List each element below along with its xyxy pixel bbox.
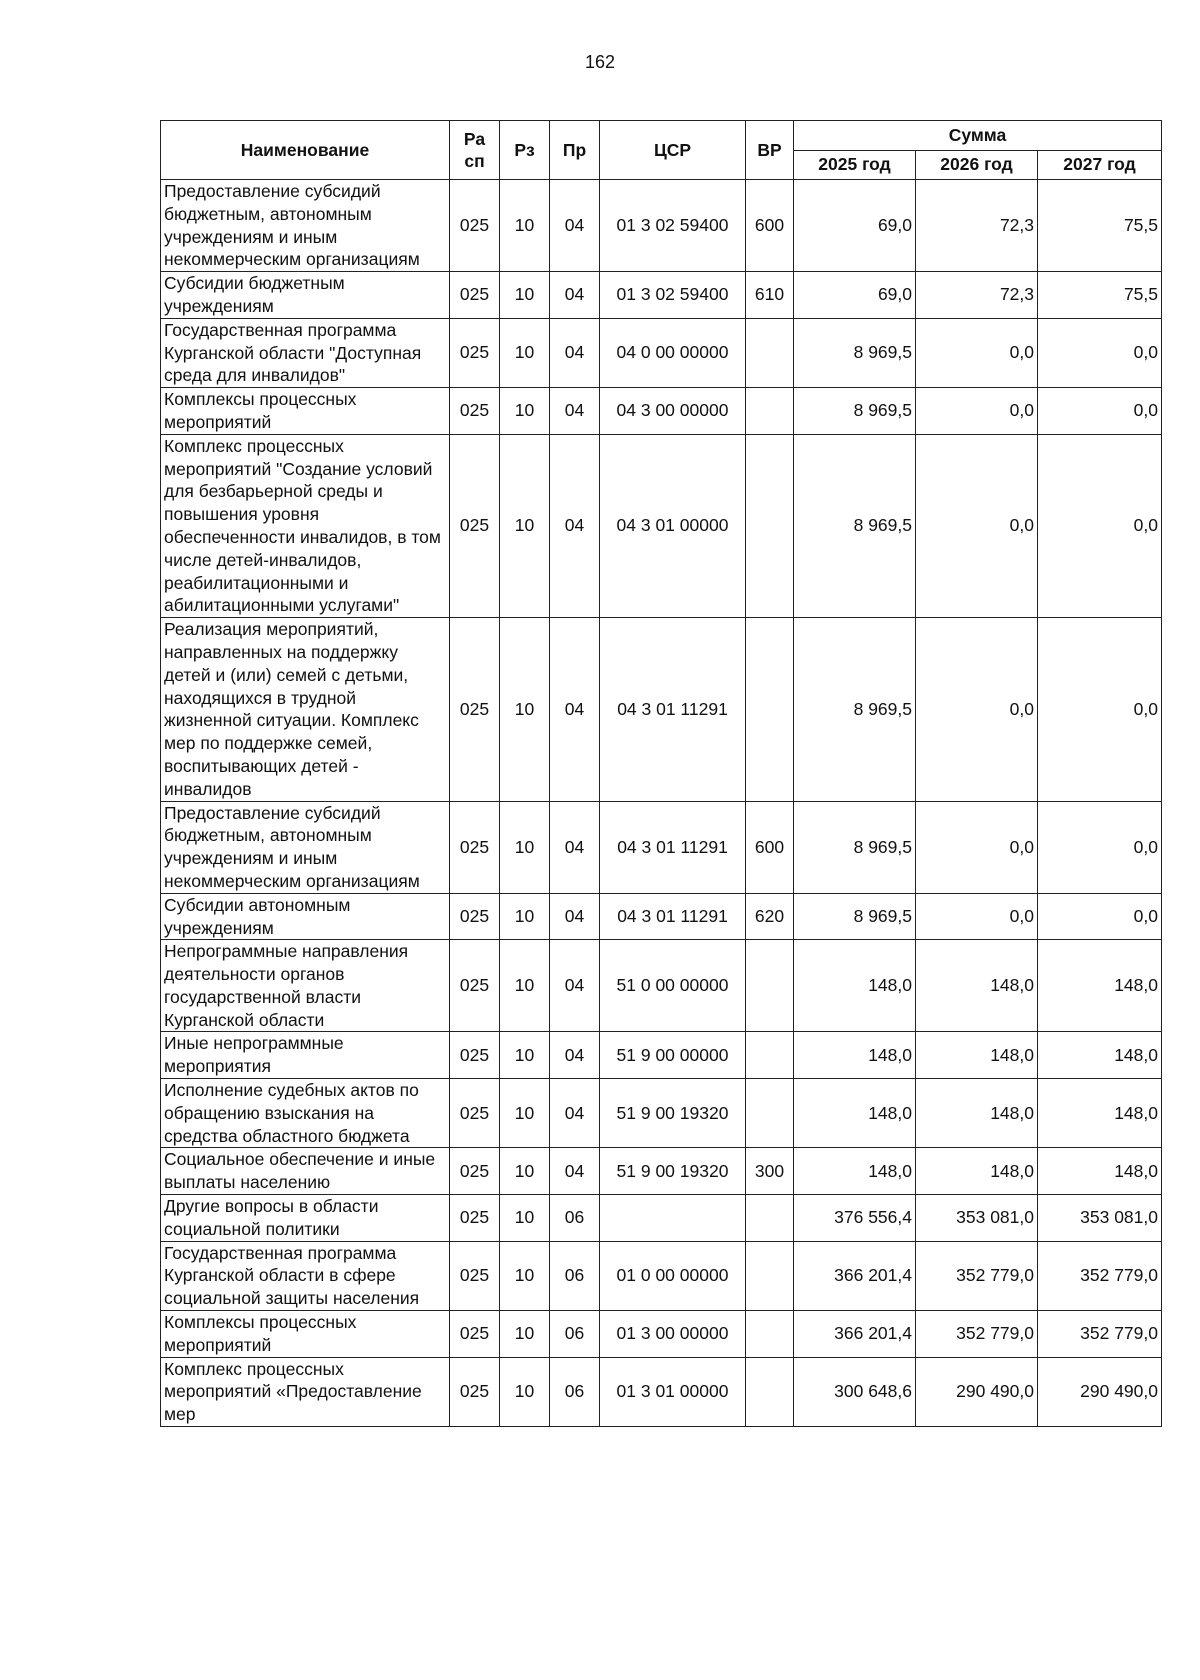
table-cell-rasp: 025 — [450, 1148, 500, 1195]
table-cell-pr: 06 — [550, 1195, 600, 1242]
table-cell-name: Исполнение судебных актов по обращению взыскания на средства областного бюджета — [161, 1079, 450, 1148]
table-cell-rasp: 025 — [450, 940, 500, 1032]
table-cell-csr: 51 9 00 19320 — [600, 1079, 746, 1148]
table-cell-2025: 148,0 — [794, 940, 916, 1032]
table-cell-csr: 01 0 00 00000 — [600, 1241, 746, 1310]
table-cell-pr: 04 — [550, 940, 600, 1032]
table-row — [161, 1032, 1162, 1079]
table-cell-2027: 0,0 — [1038, 318, 1162, 387]
table-cell-name: Иные непрограммные мероприятия — [161, 1032, 450, 1079]
table-cell-2027: 0,0 — [1038, 434, 1162, 617]
table-cell-csr: 01 3 00 00000 — [600, 1311, 746, 1358]
table-cell-name: Социальное обеспечение и иные выплаты населению — [161, 1148, 450, 1195]
table-cell-2025: 8 969,5 — [794, 388, 916, 435]
table-cell-rz: 10 — [500, 1241, 550, 1310]
table-cell-2026: 148,0 — [916, 940, 1038, 1032]
table-cell-2026: 353 081,0 — [916, 1195, 1038, 1242]
table-cell-2025: 8 969,5 — [794, 434, 916, 617]
table-cell-name: Предоставление субсидий бюджетным, автономным учреждениям и иным некоммерческим организациям — [161, 801, 450, 893]
table-row — [161, 1079, 1162, 1148]
table-cell-rasp: 025 — [450, 434, 500, 617]
table-cell-name: Субсидии бюджетным учреждениям — [161, 272, 450, 319]
table-row — [161, 1311, 1162, 1358]
table-cell-2027: 148,0 — [1038, 1148, 1162, 1195]
table-cell-2026: 0,0 — [916, 388, 1038, 435]
header-rasp: Ра сп — [450, 121, 500, 180]
table-row — [161, 180, 1162, 272]
table-cell-pr: 04 — [550, 893, 600, 940]
table-cell-rz: 10 — [500, 1357, 550, 1426]
table-cell-2025: 69,0 — [794, 180, 916, 272]
table-cell-vr: 600 — [746, 180, 794, 272]
table-cell-2027: 75,5 — [1038, 272, 1162, 319]
table-cell-2026: 72,3 — [916, 180, 1038, 272]
table-cell-2027: 0,0 — [1038, 388, 1162, 435]
table-cell-csr: 51 9 00 19320 — [600, 1148, 746, 1195]
table-cell-vr: 300 — [746, 1148, 794, 1195]
table-row — [161, 388, 1162, 435]
table-cell-vr: 600 — [746, 801, 794, 893]
table-cell-2027: 353 081,0 — [1038, 1195, 1162, 1242]
header-vr: ВР — [746, 121, 794, 180]
table-cell-2027: 75,5 — [1038, 180, 1162, 272]
table-cell-name: Реализация мероприятий, направленных на поддержку детей и (или) семей с детьми, находящихся в трудной жизненной ситуации. Комплекс мер по поддержке семей, воспитывающих детей - инвалидов — [161, 618, 450, 801]
table-cell-name: Непрограммные направления деятельности органов государственной власти Курганской области — [161, 940, 450, 1032]
table-cell-vr — [746, 1079, 794, 1148]
table-cell-name: Другие вопросы в области социальной политики — [161, 1195, 450, 1242]
header-rz: Рз — [500, 121, 550, 180]
table-row — [161, 318, 1162, 387]
table-cell-rasp: 025 — [450, 272, 500, 319]
table-cell-vr — [746, 1195, 794, 1242]
table-cell-2025: 69,0 — [794, 272, 916, 319]
table-cell-rz: 10 — [500, 618, 550, 801]
table-cell-2025: 366 201,4 — [794, 1241, 916, 1310]
table-cell-vr — [746, 318, 794, 387]
table-cell-csr: 04 0 00 00000 — [600, 318, 746, 387]
table-cell-rz: 10 — [500, 434, 550, 617]
table-row — [161, 434, 1162, 617]
table-row — [161, 1241, 1162, 1310]
table-cell-2027: 0,0 — [1038, 618, 1162, 801]
table-cell-rasp: 025 — [450, 1311, 500, 1358]
table-row — [161, 1195, 1162, 1242]
table-cell-vr — [746, 388, 794, 435]
table-cell-csr: 01 3 01 00000 — [600, 1357, 746, 1426]
table-cell-rasp: 025 — [450, 893, 500, 940]
table-cell-csr: 04 3 01 11291 — [600, 801, 746, 893]
table-cell-2025: 148,0 — [794, 1032, 916, 1079]
table-cell-vr: 620 — [746, 893, 794, 940]
table-cell-vr — [746, 618, 794, 801]
header-year-2027: 2027 год — [1038, 150, 1162, 180]
table-row — [161, 272, 1162, 319]
table-cell-name: Комплекс процессных мероприятий «Предоставление мер — [161, 1357, 450, 1426]
table-cell-2027: 352 779,0 — [1038, 1241, 1162, 1310]
table-row — [161, 1148, 1162, 1195]
table-row — [161, 940, 1162, 1032]
table-cell-2026: 0,0 — [916, 893, 1038, 940]
table-cell-rasp: 025 — [450, 1241, 500, 1310]
table-cell-2027: 0,0 — [1038, 801, 1162, 893]
table-cell-rasp: 025 — [450, 801, 500, 893]
table-cell-2025: 300 648,6 — [794, 1357, 916, 1426]
table-cell-vr — [746, 940, 794, 1032]
table-cell-rz: 10 — [500, 180, 550, 272]
header-year-2026: 2026 год — [916, 150, 1038, 180]
table-cell-2025: 8 969,5 — [794, 801, 916, 893]
table-cell-rz: 10 — [500, 388, 550, 435]
table-cell-name: Комплексы процессных мероприятий — [161, 388, 450, 435]
table-cell-pr: 04 — [550, 318, 600, 387]
table-cell-pr: 04 — [550, 618, 600, 801]
table-cell-2027: 290 490,0 — [1038, 1357, 1162, 1426]
table-cell-rasp: 025 — [450, 180, 500, 272]
table-cell-rasp: 025 — [450, 618, 500, 801]
table-cell-rz: 10 — [500, 893, 550, 940]
header-csr: ЦСР — [600, 121, 746, 180]
table-cell-csr: 04 3 01 00000 — [600, 434, 746, 617]
table-cell-csr: 04 3 01 11291 — [600, 618, 746, 801]
table-cell-rasp: 025 — [450, 1079, 500, 1148]
table-cell-2026: 290 490,0 — [916, 1357, 1038, 1426]
table-cell-pr: 06 — [550, 1241, 600, 1310]
table-cell-rasp: 025 — [450, 1195, 500, 1242]
table-cell-2026: 352 779,0 — [916, 1311, 1038, 1358]
table-row — [161, 801, 1162, 893]
table-cell-csr: 04 3 00 00000 — [600, 388, 746, 435]
table-cell-csr — [600, 1195, 746, 1242]
table-cell-vr: 610 — [746, 272, 794, 319]
table-cell-2025: 376 556,4 — [794, 1195, 916, 1242]
table-cell-vr — [746, 434, 794, 617]
table-cell-name: Предоставление субсидий бюджетным, автономным учреждениям и иным некоммерческим организациям — [161, 180, 450, 272]
table-cell-rz: 10 — [500, 1079, 550, 1148]
table-body — [161, 180, 1162, 1427]
table-cell-name: Субсидии автономным учреждениям — [161, 893, 450, 940]
table-cell-rasp: 025 — [450, 318, 500, 387]
header-name: Наименование — [161, 121, 450, 180]
table-cell-name: Комплекс процессных мероприятий "Создание условий для безбарьерной среды и повышения уровня обеспеченности инвалидов, в том числе детей-инвалидов, реабилитационными и абилитационными услугами" — [161, 434, 450, 617]
table-cell-rz: 10 — [500, 272, 550, 319]
table-cell-2026: 0,0 — [916, 801, 1038, 893]
budget-table — [160, 120, 1162, 1427]
table-cell-2027: 148,0 — [1038, 940, 1162, 1032]
table-cell-name: Государственная программа Курганской области "Доступная среда для инвалидов" — [161, 318, 450, 387]
table-cell-pr: 04 — [550, 801, 600, 893]
table-row — [161, 618, 1162, 801]
table-cell-csr: 51 0 00 00000 — [600, 940, 746, 1032]
table-cell-vr — [746, 1241, 794, 1310]
table-cell-2025: 8 969,5 — [794, 318, 916, 387]
table-cell-2026: 352 779,0 — [916, 1241, 1038, 1310]
table-cell-vr — [746, 1032, 794, 1079]
table-cell-pr: 04 — [550, 388, 600, 435]
header-year-2025: 2025 год — [794, 150, 916, 180]
table-cell-rz: 10 — [500, 1032, 550, 1079]
table-cell-2026: 148,0 — [916, 1032, 1038, 1079]
table-cell-2026: 0,0 — [916, 318, 1038, 387]
table-row — [161, 893, 1162, 940]
table-cell-2025: 8 969,5 — [794, 893, 916, 940]
table-cell-2027: 352 779,0 — [1038, 1311, 1162, 1358]
table-cell-name: Комплексы процессных мероприятий — [161, 1311, 450, 1358]
table-cell-2027: 0,0 — [1038, 893, 1162, 940]
table-cell-csr: 04 3 01 11291 — [600, 893, 746, 940]
table-cell-pr: 04 — [550, 1079, 600, 1148]
table-cell-pr: 04 — [550, 180, 600, 272]
table-cell-2027: 148,0 — [1038, 1032, 1162, 1079]
table-cell-rz: 10 — [500, 940, 550, 1032]
header-sum: Сумма — [794, 121, 1162, 151]
table-cell-2026: 0,0 — [916, 618, 1038, 801]
table-row — [161, 1357, 1162, 1426]
table-cell-2025: 148,0 — [794, 1148, 916, 1195]
table-cell-2026: 72,3 — [916, 272, 1038, 319]
table-cell-2027: 148,0 — [1038, 1079, 1162, 1148]
table-cell-rz: 10 — [500, 1195, 550, 1242]
table-cell-pr: 06 — [550, 1311, 600, 1358]
table-cell-pr: 04 — [550, 1148, 600, 1195]
table-cell-rz: 10 — [500, 801, 550, 893]
table-cell-pr: 04 — [550, 434, 600, 617]
table-cell-pr: 04 — [550, 1032, 600, 1079]
table-cell-rasp: 025 — [450, 388, 500, 435]
table-cell-vr — [746, 1357, 794, 1426]
table-cell-name: Государственная программа Курганской области в сфере социальной защиты населения — [161, 1241, 450, 1310]
table-cell-csr: 01 3 02 59400 — [600, 180, 746, 272]
table-cell-rasp: 025 — [450, 1357, 500, 1426]
table-cell-rasp: 025 — [450, 1032, 500, 1079]
table-cell-pr: 06 — [550, 1357, 600, 1426]
table-cell-rz: 10 — [500, 1311, 550, 1358]
table-cell-2026: 0,0 — [916, 434, 1038, 617]
page-number: 162 — [584, 52, 616, 72]
table-cell-2025: 366 201,4 — [794, 1311, 916, 1358]
table-cell-rz: 10 — [500, 318, 550, 387]
header-pr: Пр — [550, 121, 600, 180]
table-cell-vr — [746, 1311, 794, 1358]
table-cell-csr: 01 3 02 59400 — [600, 272, 746, 319]
table-cell-2025: 148,0 — [794, 1079, 916, 1148]
table-cell-rz: 10 — [500, 1148, 550, 1195]
header-row — [161, 121, 1162, 151]
table-cell-2025: 8 969,5 — [794, 618, 916, 801]
table-cell-pr: 04 — [550, 272, 600, 319]
table-cell-2026: 148,0 — [916, 1079, 1038, 1148]
table-cell-2026: 148,0 — [916, 1148, 1038, 1195]
table-cell-csr: 51 9 00 00000 — [600, 1032, 746, 1079]
